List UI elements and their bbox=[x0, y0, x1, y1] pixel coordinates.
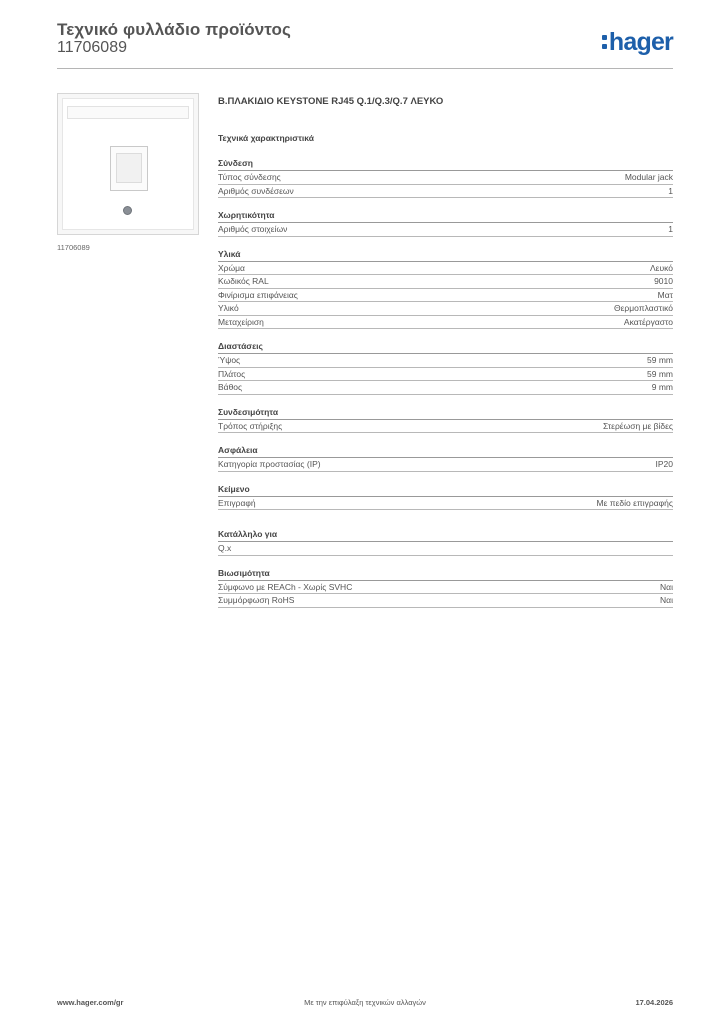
product-name: Β.ΠΛΑΚΙΔΙΟ KEYSTONE RJ45 Q.1/Q.3/Q.7 ΛΕΥΚΟ bbox=[218, 96, 444, 107]
section-title: Βιωσιμότητα bbox=[218, 567, 673, 581]
section-title: Κατάλληλο για bbox=[218, 528, 673, 542]
spec-label: Ύψος bbox=[218, 355, 241, 365]
spec-row bbox=[218, 594, 673, 608]
spec-section bbox=[218, 248, 673, 330]
image-caption: 11706089 bbox=[57, 243, 90, 252]
spec-value: Λευκό bbox=[650, 262, 673, 273]
spec-value: 9010 bbox=[654, 276, 673, 286]
spec-label: Φινίρισμα επιφάνειας bbox=[218, 289, 298, 300]
logo-dots-icon bbox=[602, 35, 608, 49]
spec-value: Θερμοπλαστικό bbox=[613, 303, 673, 313]
spec-section bbox=[218, 406, 673, 434]
spec-value: 59 mm bbox=[647, 368, 673, 379]
section-title: Υλικά bbox=[218, 248, 673, 262]
spec-row bbox=[218, 171, 673, 185]
cover-plate-illustration bbox=[62, 98, 194, 230]
section-title: Ασφάλεια bbox=[218, 444, 673, 458]
spec-row bbox=[218, 185, 673, 199]
section-title: Διαστάσεις bbox=[218, 340, 673, 354]
spec-value: Ματ bbox=[657, 289, 673, 300]
document-title: Τεχνικό φυλλάδιο προϊόντος bbox=[57, 20, 291, 39]
document-number: 11706089 bbox=[57, 39, 127, 56]
spec-label: Τρόπος στήριξης bbox=[218, 420, 283, 431]
spec-label: Q.x bbox=[218, 543, 232, 553]
product-image bbox=[57, 93, 199, 235]
spec-label: Βάθος bbox=[218, 382, 243, 392]
spec-value: 59 mm bbox=[647, 355, 673, 365]
spec-label: Συμμόρφωση RoHS bbox=[218, 595, 295, 605]
spec-label: Επιγραφή bbox=[218, 497, 256, 508]
spec-label: Πλάτος bbox=[218, 368, 246, 379]
spec-row bbox=[218, 497, 673, 511]
spec-value: Ναι bbox=[660, 581, 673, 592]
section-title: Σύνδεση bbox=[218, 157, 673, 171]
spec-value: Ναι bbox=[660, 595, 673, 605]
footer-website: www.hager.com/gr bbox=[57, 998, 124, 1007]
spec-row bbox=[218, 262, 673, 276]
spec-section bbox=[218, 157, 673, 198]
spec-value: 1 bbox=[668, 224, 673, 234]
screw-icon bbox=[123, 206, 132, 215]
spec-section bbox=[218, 567, 673, 608]
product-details bbox=[218, 96, 673, 619]
logo-text: hager bbox=[608, 28, 673, 56]
specs-heading: Τεχνικά χαρακτηριστικά bbox=[218, 133, 314, 143]
footer-date: 17.04.2026 bbox=[635, 998, 673, 1007]
spec-row bbox=[218, 302, 673, 316]
spec-row bbox=[218, 542, 673, 556]
spec-row bbox=[218, 354, 673, 368]
section-title: Χωρητικότητα bbox=[218, 209, 673, 223]
spec-row bbox=[218, 223, 673, 237]
spec-value: IP20 bbox=[655, 459, 673, 469]
spec-label: Τύπος σύνδεσης bbox=[218, 172, 281, 182]
spec-row bbox=[218, 381, 673, 395]
spec-row bbox=[218, 289, 673, 303]
spec-label: Αριθμός συνδέσεων bbox=[218, 185, 294, 196]
section-title: Κείμενο bbox=[218, 483, 673, 497]
spec-value: 9 mm bbox=[651, 382, 673, 392]
spec-label: Χρώμα bbox=[218, 262, 245, 273]
spec-row bbox=[218, 458, 673, 472]
spec-sections bbox=[218, 157, 673, 608]
hager-logo bbox=[602, 28, 673, 57]
section-title: Συνδεσιμότητα bbox=[218, 406, 673, 420]
spec-section bbox=[218, 483, 673, 511]
spec-row bbox=[218, 275, 673, 289]
footer-note: Με την επιφύλαξη τεχνικών αλλαγών bbox=[304, 998, 426, 1007]
spec-row bbox=[218, 368, 673, 382]
rj45-port-icon bbox=[110, 146, 148, 191]
spec-label: Υλικό bbox=[218, 303, 239, 313]
spec-value: Modular jack bbox=[624, 172, 673, 182]
spec-value: Ακατέργαστο bbox=[623, 316, 673, 327]
spec-section bbox=[218, 528, 673, 556]
spec-label: Μεταχείριση bbox=[218, 316, 264, 327]
spec-row bbox=[218, 420, 673, 434]
spec-value: Στερέωση με βίδες bbox=[602, 420, 673, 431]
spec-label: Αριθμός στοιχείων bbox=[218, 224, 288, 234]
spec-value: 1 bbox=[668, 185, 673, 196]
page-header bbox=[57, 20, 673, 69]
spec-label: Κωδικός RAL bbox=[218, 276, 269, 286]
spec-row bbox=[218, 581, 673, 595]
spec-label: Κατηγορία προστασίας (IP) bbox=[218, 459, 321, 469]
spec-row bbox=[218, 316, 673, 330]
spec-label: Σύμφωνο με REACh - Χωρίς SVHC bbox=[218, 581, 353, 592]
spec-section bbox=[218, 444, 673, 472]
label-strip bbox=[67, 106, 189, 119]
spec-value: Με πεδίο επιγραφής bbox=[596, 497, 673, 508]
spec-section bbox=[218, 340, 673, 395]
spec-section bbox=[218, 209, 673, 237]
